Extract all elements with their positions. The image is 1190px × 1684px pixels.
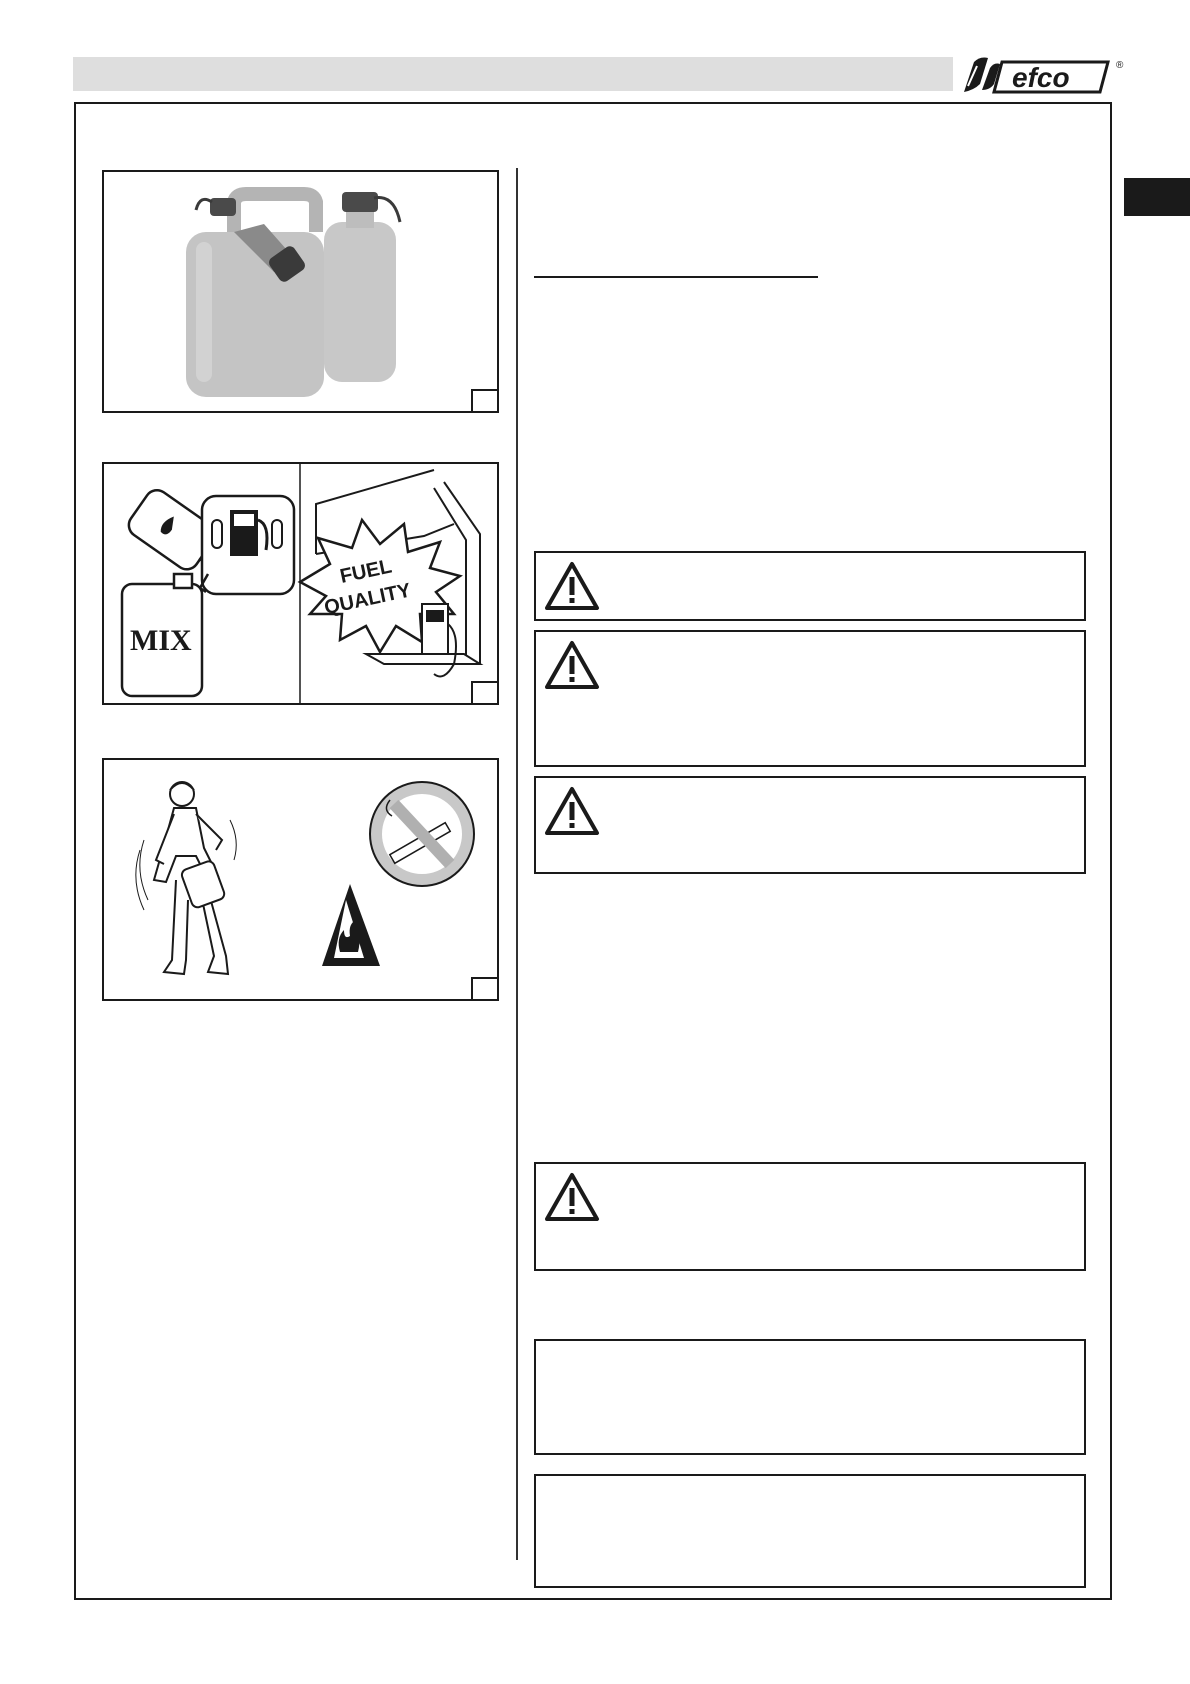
brand-text: efco	[1012, 62, 1070, 93]
warning-box	[534, 551, 1086, 621]
fuel-canister-illustration	[104, 172, 497, 411]
figure-fuel-canister	[102, 170, 499, 413]
warning-icon	[544, 561, 600, 611]
column-divider	[516, 168, 518, 1560]
figure-number-box	[471, 681, 497, 703]
fuel-quality-line2: QUALITY	[322, 579, 413, 620]
refuel-safety-illustration	[104, 760, 497, 999]
section-heading-rule	[534, 276, 818, 278]
figure-fuel-mix	[102, 462, 499, 705]
warning-icon	[544, 1172, 600, 1222]
fuel-quality-line1: FUEL	[338, 555, 394, 588]
warning-box	[534, 630, 1086, 767]
fuel-mix-illustration	[104, 464, 497, 703]
figure-number-box	[471, 977, 497, 999]
warning-icon	[544, 640, 600, 690]
figure-number-box	[471, 389, 497, 411]
warning-icon	[544, 786, 600, 836]
warning-box	[534, 1162, 1086, 1271]
section-tab	[1124, 178, 1190, 216]
note-box	[534, 1339, 1086, 1455]
mix-label: MIX	[130, 624, 192, 657]
registered-mark: ®	[1116, 60, 1124, 71]
figure-refuel-safety	[102, 758, 499, 1001]
note-box	[534, 1474, 1086, 1588]
efco-logo	[960, 54, 1132, 96]
header-bar	[73, 57, 953, 91]
warning-box	[534, 776, 1086, 874]
